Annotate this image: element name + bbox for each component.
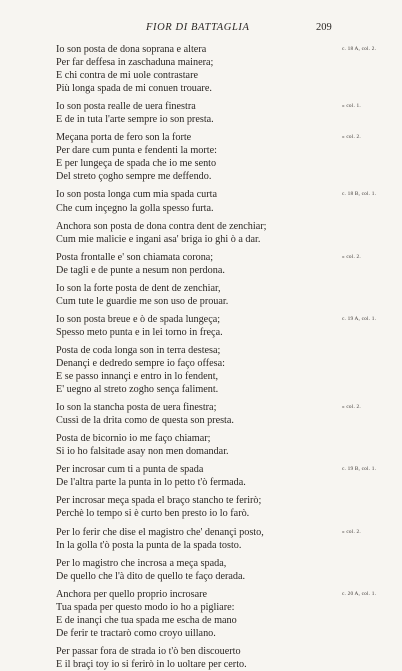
- verse-line: [56, 494, 396, 507]
- verse-line: [56, 526, 396, 539]
- page-header: [0, 22, 402, 38]
- verse-line: [56, 357, 396, 370]
- margin-reference: c. 18 A, col. 2.: [342, 46, 377, 52]
- verse-text: Per passar fora de strada io t'ò ben discouerto: [56, 645, 241, 657]
- verse-text: E il braçi toy io si ferirò in lo uoltare per certo.: [56, 658, 247, 670]
- verse-text: Per far deffesa in zaschaduna mainera;: [56, 57, 214, 69]
- stanza: [56, 251, 396, 277]
- verse-text: Meçana porta de fero son la forte: [56, 132, 192, 144]
- verse-text: Si io ho falsitade asay non men domandar.: [56, 446, 229, 458]
- verse-text: Io son posta breue e ò de spada lungeça;: [56, 313, 221, 325]
- verse-line: [56, 344, 396, 357]
- verse-line: [56, 220, 396, 233]
- verse-line: [56, 326, 396, 339]
- stanza: [56, 401, 396, 427]
- verse-line: [56, 233, 396, 246]
- verse-text: In la golla t'ò posta la punta de la spada tosto.: [56, 539, 242, 551]
- verse-text: Posta de bicornio io me faço chiamar;: [56, 433, 211, 445]
- verse-text: Io son posta longa cum mia spada curta: [56, 189, 217, 201]
- margin-reference: » col. 1.: [342, 103, 361, 110]
- verse-line: [56, 295, 396, 308]
- verse-text: Più longa spada de mi conuen trouare.: [56, 83, 212, 95]
- verse-text: Tua spada per questo modo io ho a pigliare:: [56, 601, 235, 613]
- verse-line: [56, 570, 396, 583]
- verse-line: [56, 614, 396, 627]
- verse-line: [56, 463, 396, 476]
- verse-text: Io son la forte posta de dent de zenchiar,: [56, 282, 221, 294]
- verse-line: [56, 264, 396, 277]
- margin-reference: c. 20 A, col. 1.: [342, 590, 377, 597]
- stanza: [56, 432, 396, 458]
- verse-text: Io son posta realle de uera finestra: [56, 101, 196, 113]
- verse-line: [56, 645, 396, 658]
- verse-text: Anchora per quello proprio incrosare: [56, 588, 208, 600]
- verse-text: Posta frontalle e' son chiamata corona;: [56, 251, 214, 263]
- stanza: [56, 526, 396, 552]
- verse-line: [56, 658, 396, 671]
- verse-line: [56, 476, 396, 489]
- verse-line: [56, 370, 396, 383]
- margin-reference: c. 19 A, col. 1.: [342, 315, 377, 322]
- verse-line: [56, 157, 396, 170]
- running-title: FIOR DI BATTAGLIA: [146, 22, 250, 33]
- verse-text: E per lungeça de spada che io me sento: [56, 158, 217, 170]
- verse-line: [56, 445, 396, 458]
- verse-text: Io son posta de dona soprana e altera: [56, 44, 207, 55]
- verse-text: E chi contra de mi uole contrastare: [56, 70, 198, 82]
- verse-text: De quello che l'à dito de quello te faço derada.: [56, 570, 246, 582]
- verse-text: Posta de coda longa son in terra destesa;: [56, 344, 221, 356]
- verse-text: Cussì de la drita como de questa son presta.: [56, 415, 234, 427]
- verse-line: [56, 144, 396, 157]
- verse-text: Per incrosar meça spada el braço stancho te ferirò;: [56, 495, 262, 507]
- verse-text: Per lo ferir che dise el magistro che' denançi posto,: [56, 526, 264, 538]
- stanza: [56, 131, 396, 183]
- verse-line: [56, 69, 396, 82]
- margin-reference: c. 19 B, col. 1.: [342, 466, 377, 473]
- verse-line: [56, 507, 396, 520]
- verse-line: [56, 251, 396, 264]
- stanza: [56, 494, 396, 520]
- verse-text: Per lo magistro che incrosa a meça spada,: [56, 557, 227, 569]
- verse-line: [56, 432, 396, 445]
- stanza: [56, 645, 396, 671]
- stanza: [56, 557, 396, 583]
- verse-line: [56, 131, 396, 144]
- verse-line: [56, 401, 396, 414]
- margin-reference: » col. 2.: [342, 404, 361, 411]
- verse-line: [56, 414, 396, 427]
- margin-reference: » col. 2.: [342, 134, 361, 141]
- verse-text: Anchora son posta de dona contra dent de zenchiar;: [56, 220, 267, 232]
- verse-line: [56, 43, 396, 56]
- verse-text: De tagli e de punte a nesum non perdona.: [56, 264, 225, 276]
- verse-text: Che cum inçegno la golla spesso furta.: [56, 202, 214, 214]
- margin-reference: » col. 2.: [342, 528, 361, 535]
- verse-text: Perchè lo tempo si è curto ben presto io lo farò.: [56, 508, 250, 520]
- verse-text: Cum tute le guardie me son uso de prouar.: [56, 295, 229, 307]
- stanza: [56, 344, 396, 396]
- verse-text: Io son la stancha posta de uera finestra;: [56, 402, 217, 414]
- verse-line: [56, 557, 396, 570]
- stanza: [56, 100, 396, 126]
- verse-line: [56, 82, 396, 95]
- stanza: [56, 313, 396, 339]
- margin-reference: c. 18 B, col. 1.: [342, 191, 377, 198]
- verse-text: De l'altra parte la punta in lo petto t'ò fermada.: [56, 477, 246, 489]
- verse-line: [56, 188, 396, 201]
- verse-text: De ferir te tractarò como croyo uillano.: [56, 627, 216, 639]
- stanza: [56, 463, 396, 489]
- verse-line: [56, 113, 396, 126]
- stanza: [56, 43, 396, 95]
- verse-text: E se passo innançi e entro in lo fendent,: [56, 371, 219, 383]
- verse-line: [56, 170, 396, 183]
- verse-line: [56, 313, 396, 326]
- verse-text: Spesso meto punta e in lei torno in freça.: [56, 326, 223, 338]
- verse-line: [56, 100, 396, 113]
- verse-line: [56, 282, 396, 295]
- verse-line: [56, 202, 396, 215]
- verse-line: [56, 383, 396, 396]
- verse-text: Per incrosar cum ti a punta de spada: [56, 464, 204, 476]
- verse-text: Per dare cum punta e fendenti la morte:: [56, 145, 217, 157]
- verse-line: [56, 627, 396, 640]
- stanza: [56, 588, 396, 640]
- stanza: [56, 188, 396, 214]
- verse-line: [56, 601, 396, 614]
- verse-line: [56, 539, 396, 552]
- stanza: [56, 282, 396, 308]
- verse-text: Cum mie malicie e ingani asa' briga io ghi ò a dar.: [56, 233, 261, 245]
- verse-text: E de inançi che tua spada me escha de mano: [56, 614, 237, 626]
- verse-text: Del streto çogho sempre me deffendo.: [56, 171, 212, 183]
- verse-line: [56, 56, 396, 69]
- verse-text: Denançi e dedredo sempre io faço offesa:: [56, 357, 225, 369]
- verse-body: [56, 43, 396, 671]
- stanza: [56, 220, 396, 246]
- verse-text: E' uegno al streto zogho sença faliment.: [56, 384, 219, 396]
- verse-text: E de in tuta l'arte sempre io son presta.: [56, 114, 214, 126]
- margin-reference: » col. 2.: [342, 253, 361, 260]
- page-number: 209: [316, 22, 332, 33]
